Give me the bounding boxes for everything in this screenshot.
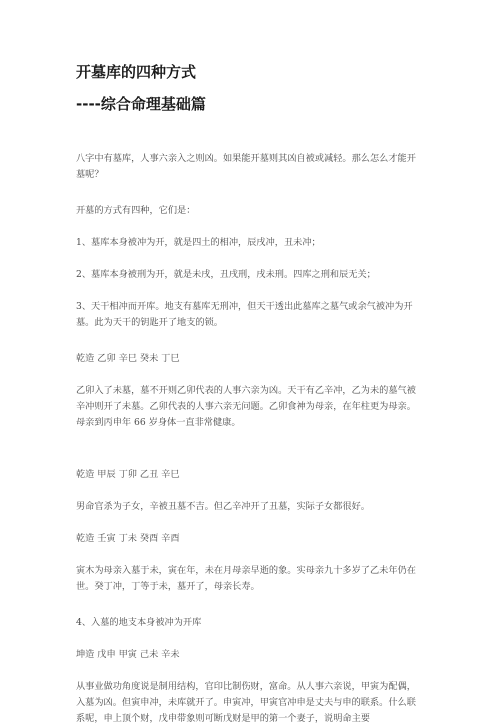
document-title: 开墓库的四种方式 — [76, 63, 197, 81]
chart-example-3: 乾造 壬寅 丁未 癸酉 辛酉 — [76, 533, 180, 544]
paragraph-method-4: 4、入墓的地支本身被冲为开库 — [76, 617, 202, 628]
paragraph-example-3: 寅木为母亲入墓于未，寅在年，未在月母亲早逝的象。实母亲九十多岁了乙未年仍在世。癸丁冲，丁等于未，墓开了，母亲长寿。 — [76, 565, 416, 592]
paragraph-example-1: 乙卯入了未墓，墓不开则乙卯代表的人事六亲为凶。天干有乙辛冲，乙为未的墓气被辛冲则开了未墓。乙卯代表的人事六亲无问题。乙卯食神为母亲，在年柱更为母亲。母亲到丙申年 66 岁身体一直非常健康。 — [76, 385, 416, 428]
paragraph-method-1: 1、墓库本身被冲为开，就是四土的相冲，辰戌冲，丑未冲； — [76, 237, 321, 248]
paragraph-example-2: 男命官杀为子女，辛被丑墓不吉。但乙辛冲开了丑墓，实际子女都很好。 — [76, 501, 370, 512]
document-subtitle: ----综合命理基础篇 — [76, 95, 206, 113]
chart-example-4: 坤造 戊申 甲寅 己未 辛未 — [76, 649, 180, 660]
chart-example-1: 乾造 乙卯 辛巳 癸未 丁巳 — [76, 353, 180, 364]
paragraph-example-4: 从事业做功角度说是制用结构，官印比制伤财，富命。从人事六亲说，甲寅为配偶，入墓为凶。但寅申冲，未库就开了。申寅冲，甲寅官冲申是丈夫与申的联系。什么联系呢，申上顶个财，戊申带象则可断戊财是甲的第一个妻子，说明命主要 — [76, 681, 416, 724]
paragraph-intro: 八字中有墓库，人事六亲入之则凶。如果能开墓则其凶自被或减轻。那么怎么才能开墓呢？ — [76, 153, 416, 180]
chart-example-2: 乾造 甲辰 丁卯 乙丑 辛巳 — [76, 469, 180, 480]
paragraph-method-3: 3、天干相冲而开库。地支有墓库无刑冲，但天干透出此墓库之墓气或余气被冲为开墓。此为天干的钥匙开了地支的锁。 — [76, 301, 413, 328]
paragraph-method-2: 2、墓库本身被刑为开，就是未戌，丑戌刑，戌未刑。四库之刑和辰无关； — [76, 269, 376, 280]
paragraph-four-ways: 开墓的方式有四种，它们是： — [76, 205, 196, 216]
